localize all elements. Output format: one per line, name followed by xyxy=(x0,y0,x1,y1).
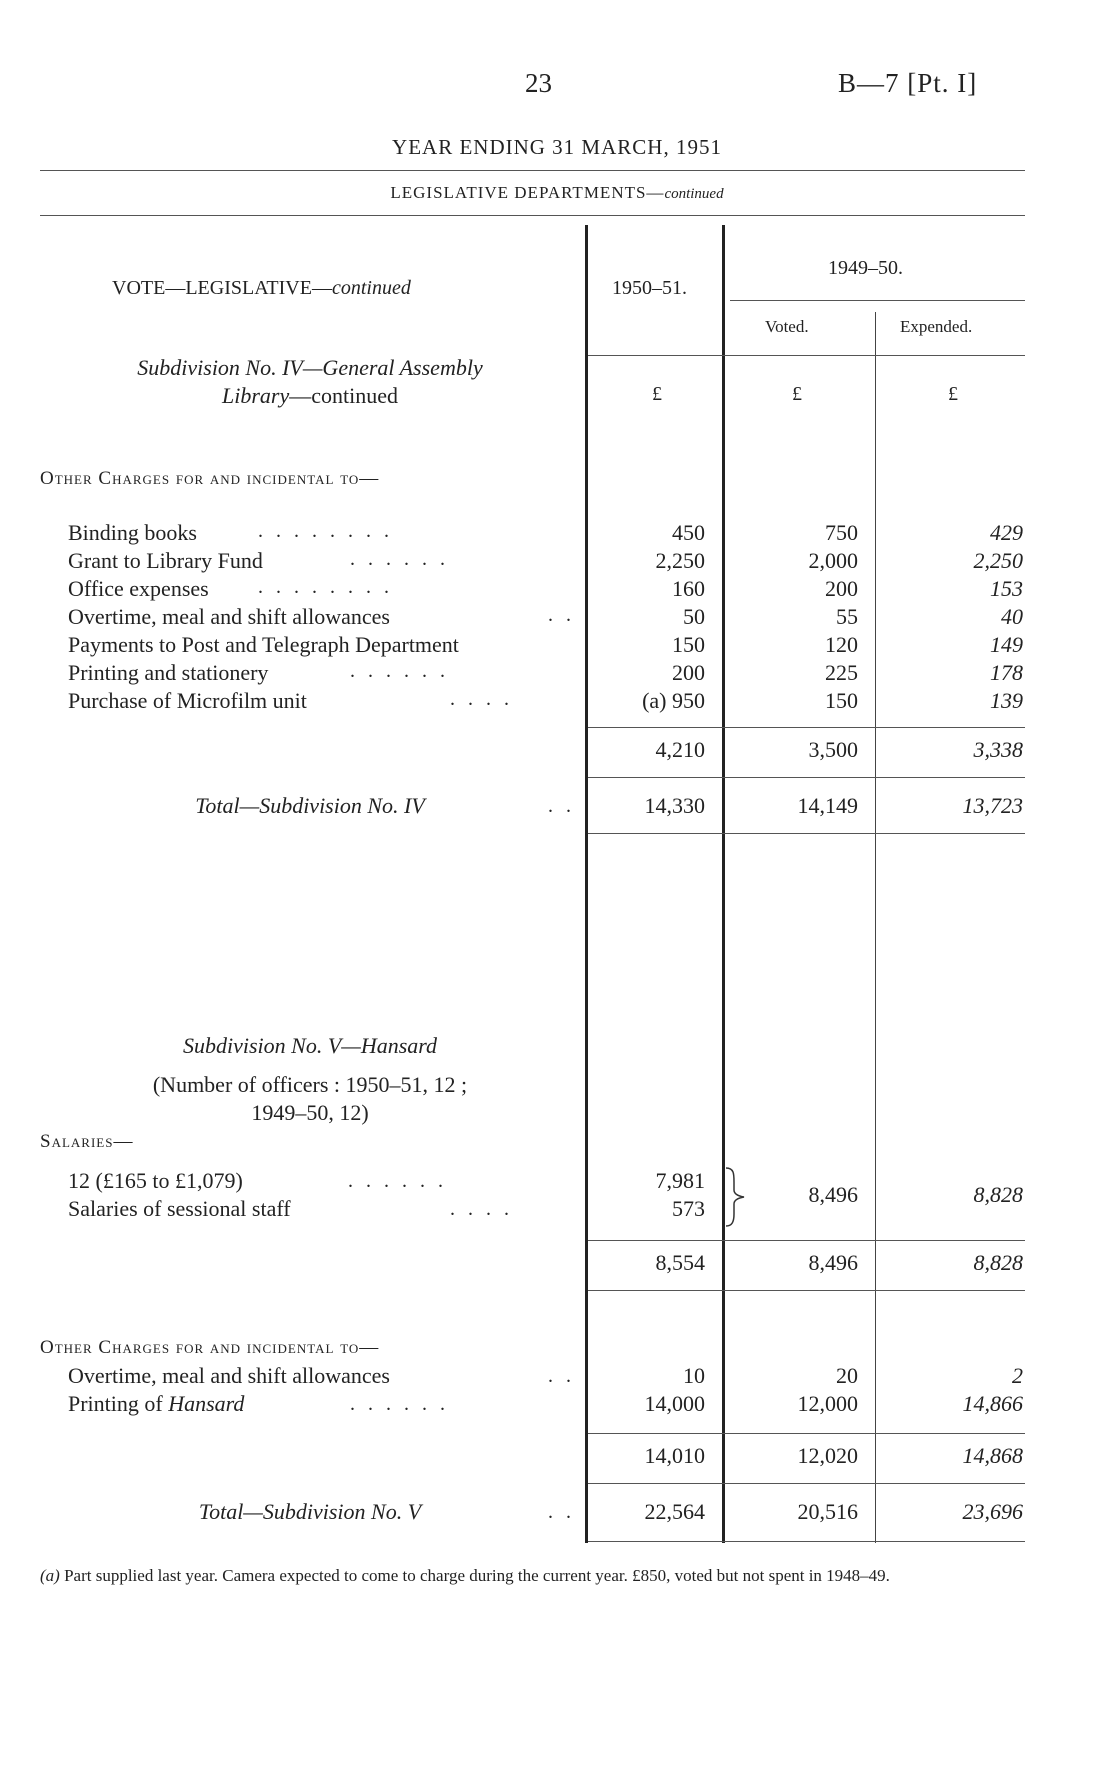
currency-1950: £ xyxy=(652,383,662,405)
col-header-1950: 1950–51. xyxy=(612,277,687,299)
subtotal-1950: 4,210 xyxy=(655,737,705,762)
page-number: 23 xyxy=(525,68,552,98)
subtotal-voted: 12,020 xyxy=(797,1443,858,1468)
rule xyxy=(40,170,1025,171)
department-title: LEGISLATIVE DEPARTMENTS—continued xyxy=(390,183,724,202)
col-header-expended: Expended. xyxy=(900,317,973,336)
total-iv-voted: 14,149 xyxy=(797,793,858,818)
row-expended: 40 xyxy=(1001,604,1023,629)
row-1950: 200 xyxy=(672,660,705,685)
rule xyxy=(588,777,1025,778)
leader-dots: . . . . . . . . xyxy=(258,576,393,598)
salary-voted: 8,496 xyxy=(808,1182,858,1207)
total-iv-label: Total—Subdivision No. IV xyxy=(195,793,425,818)
currency-expended: £ xyxy=(948,383,958,405)
row-expended: 139 xyxy=(990,688,1023,713)
rule xyxy=(588,355,1025,356)
row-voted: 12,000 xyxy=(797,1391,858,1416)
currency-voted: £ xyxy=(792,383,802,405)
rule xyxy=(588,1240,1025,1241)
leader-dots: . . xyxy=(548,795,575,817)
rule xyxy=(40,215,1025,216)
subtotal-expended: 3,338 xyxy=(973,737,1023,762)
row-label: Binding books xyxy=(68,520,197,545)
leader-dots: . . . . . . . . xyxy=(258,520,393,542)
row-label: Grant to Library Fund xyxy=(68,548,263,573)
subtotal-1950: 14,010 xyxy=(644,1443,705,1468)
row-voted: 150 xyxy=(825,688,858,713)
total-v-expended: 23,696 xyxy=(962,1499,1023,1524)
row-1950: 10 xyxy=(683,1363,705,1388)
leader-dots: . . . . . . xyxy=(350,548,449,570)
salary-row-1950: 573 xyxy=(672,1196,705,1221)
column-divider xyxy=(722,225,725,1543)
salaries-heading: Salaries— xyxy=(40,1131,134,1152)
column-divider xyxy=(875,312,876,1543)
row-1950: 450 xyxy=(672,520,705,545)
salary-subtotal-voted: 8,496 xyxy=(808,1250,858,1275)
footnote-text: Part supplied last year. Camera expected to come to charge during the current year. £850, voted but not spent in 1948–49. xyxy=(64,1566,890,1585)
row-voted: 55 xyxy=(836,604,858,629)
subtotal-voted: 3,500 xyxy=(808,737,858,762)
col-header-1949: 1949–50. xyxy=(828,257,903,279)
footnote-mark: (a) xyxy=(40,1566,60,1585)
salary-expended: 8,828 xyxy=(973,1182,1023,1207)
total-v-voted: 20,516 xyxy=(797,1499,858,1524)
row-label: Printing of Hansard xyxy=(68,1391,245,1416)
row-1950: 160 xyxy=(672,576,705,601)
row-expended: 2,250 xyxy=(973,548,1023,573)
row-voted: 20 xyxy=(836,1363,858,1388)
rule xyxy=(588,833,1025,834)
footnote xyxy=(40,1565,1030,1587)
row-label: Overtime, meal and shift allowances xyxy=(68,604,390,629)
salary-row-label: 12 (£165 to £1,079) xyxy=(68,1168,243,1193)
leader-dots: . . xyxy=(548,1501,575,1523)
vote-title: VOTE—LEGISLATIVE—continued xyxy=(112,277,411,299)
row-voted: 2,000 xyxy=(808,548,858,573)
row-expended: 153 xyxy=(990,576,1023,601)
leader-dots: . . xyxy=(548,604,575,626)
subtotal-expended: 14,868 xyxy=(962,1443,1023,1468)
row-label: Printing and stationery xyxy=(68,660,269,685)
other-charges-heading: Other Charges for and incidental to— xyxy=(40,468,380,489)
leader-dots: . . . . . . xyxy=(350,660,449,682)
row-label: Overtime, meal and shift allowances xyxy=(68,1363,390,1388)
row-1950: 2,250 xyxy=(655,548,705,573)
row-expended: 14,866 xyxy=(962,1391,1023,1416)
other-charges-heading: Other Charges for and incidental to— xyxy=(40,1337,380,1358)
row-expended: 429 xyxy=(990,520,1023,545)
total-v-label: Total—Subdivision No. V xyxy=(198,1499,422,1524)
subdivision-iv-title: Subdivision No. IV—General Assembly xyxy=(137,355,483,380)
row-voted: 200 xyxy=(825,576,858,601)
row-1950: (a) 950 xyxy=(642,688,705,713)
officers-line-1: (Number of officers : 1950–51, 12 ; xyxy=(152,1072,468,1097)
rule xyxy=(588,1541,1025,1542)
row-1950: 150 xyxy=(672,632,705,657)
subdivision-iv-title-cont: Library—continued xyxy=(221,383,398,408)
salary-row-1950: 7,981 xyxy=(655,1168,705,1193)
col-header-voted: Voted. xyxy=(765,317,809,336)
leader-dots: . . . . . . xyxy=(348,1170,447,1192)
row-voted: 120 xyxy=(825,632,858,657)
total-iv-expended: 13,723 xyxy=(962,793,1023,818)
year-title: YEAR ENDING 31 MARCH, 1951 xyxy=(392,135,722,159)
row-expended: 149 xyxy=(990,632,1023,657)
salary-row-label: Salaries of sessional staff xyxy=(68,1196,291,1221)
rule xyxy=(588,1290,1025,1291)
rule xyxy=(588,1483,1025,1484)
row-label: Payments to Post and Telegraph Department xyxy=(68,632,459,657)
total-v-1950: 22,564 xyxy=(644,1499,705,1524)
rule xyxy=(730,300,1025,301)
row-voted: 750 xyxy=(825,520,858,545)
subdivision-v-title: Subdivision No. V—Hansard xyxy=(182,1033,438,1058)
row-label: Purchase of Microfilm unit xyxy=(68,688,307,713)
row-1950: 50 xyxy=(683,604,705,629)
row-label: Office expenses xyxy=(68,576,209,601)
salary-subtotal-1950: 8,554 xyxy=(655,1250,705,1275)
leader-dots: . . . . xyxy=(450,1198,513,1220)
officers-line-2: 1949–50, 12) xyxy=(251,1100,369,1125)
leader-dots: . . xyxy=(548,1365,575,1387)
leader-dots: . . . . xyxy=(450,688,513,710)
row-expended: 178 xyxy=(990,660,1023,685)
row-expended: 2 xyxy=(1012,1363,1023,1388)
rule xyxy=(588,727,1025,728)
column-divider xyxy=(585,225,588,1543)
leader-dots: . . . . . . xyxy=(350,1393,449,1415)
row-voted: 225 xyxy=(825,660,858,685)
rule xyxy=(588,1433,1025,1434)
document-code: B—7 [Pt. I] xyxy=(838,68,978,98)
row-1950: 14,000 xyxy=(644,1391,705,1416)
total-iv-1950: 14,330 xyxy=(644,793,705,818)
salary-subtotal-expended: 8,828 xyxy=(973,1250,1023,1275)
